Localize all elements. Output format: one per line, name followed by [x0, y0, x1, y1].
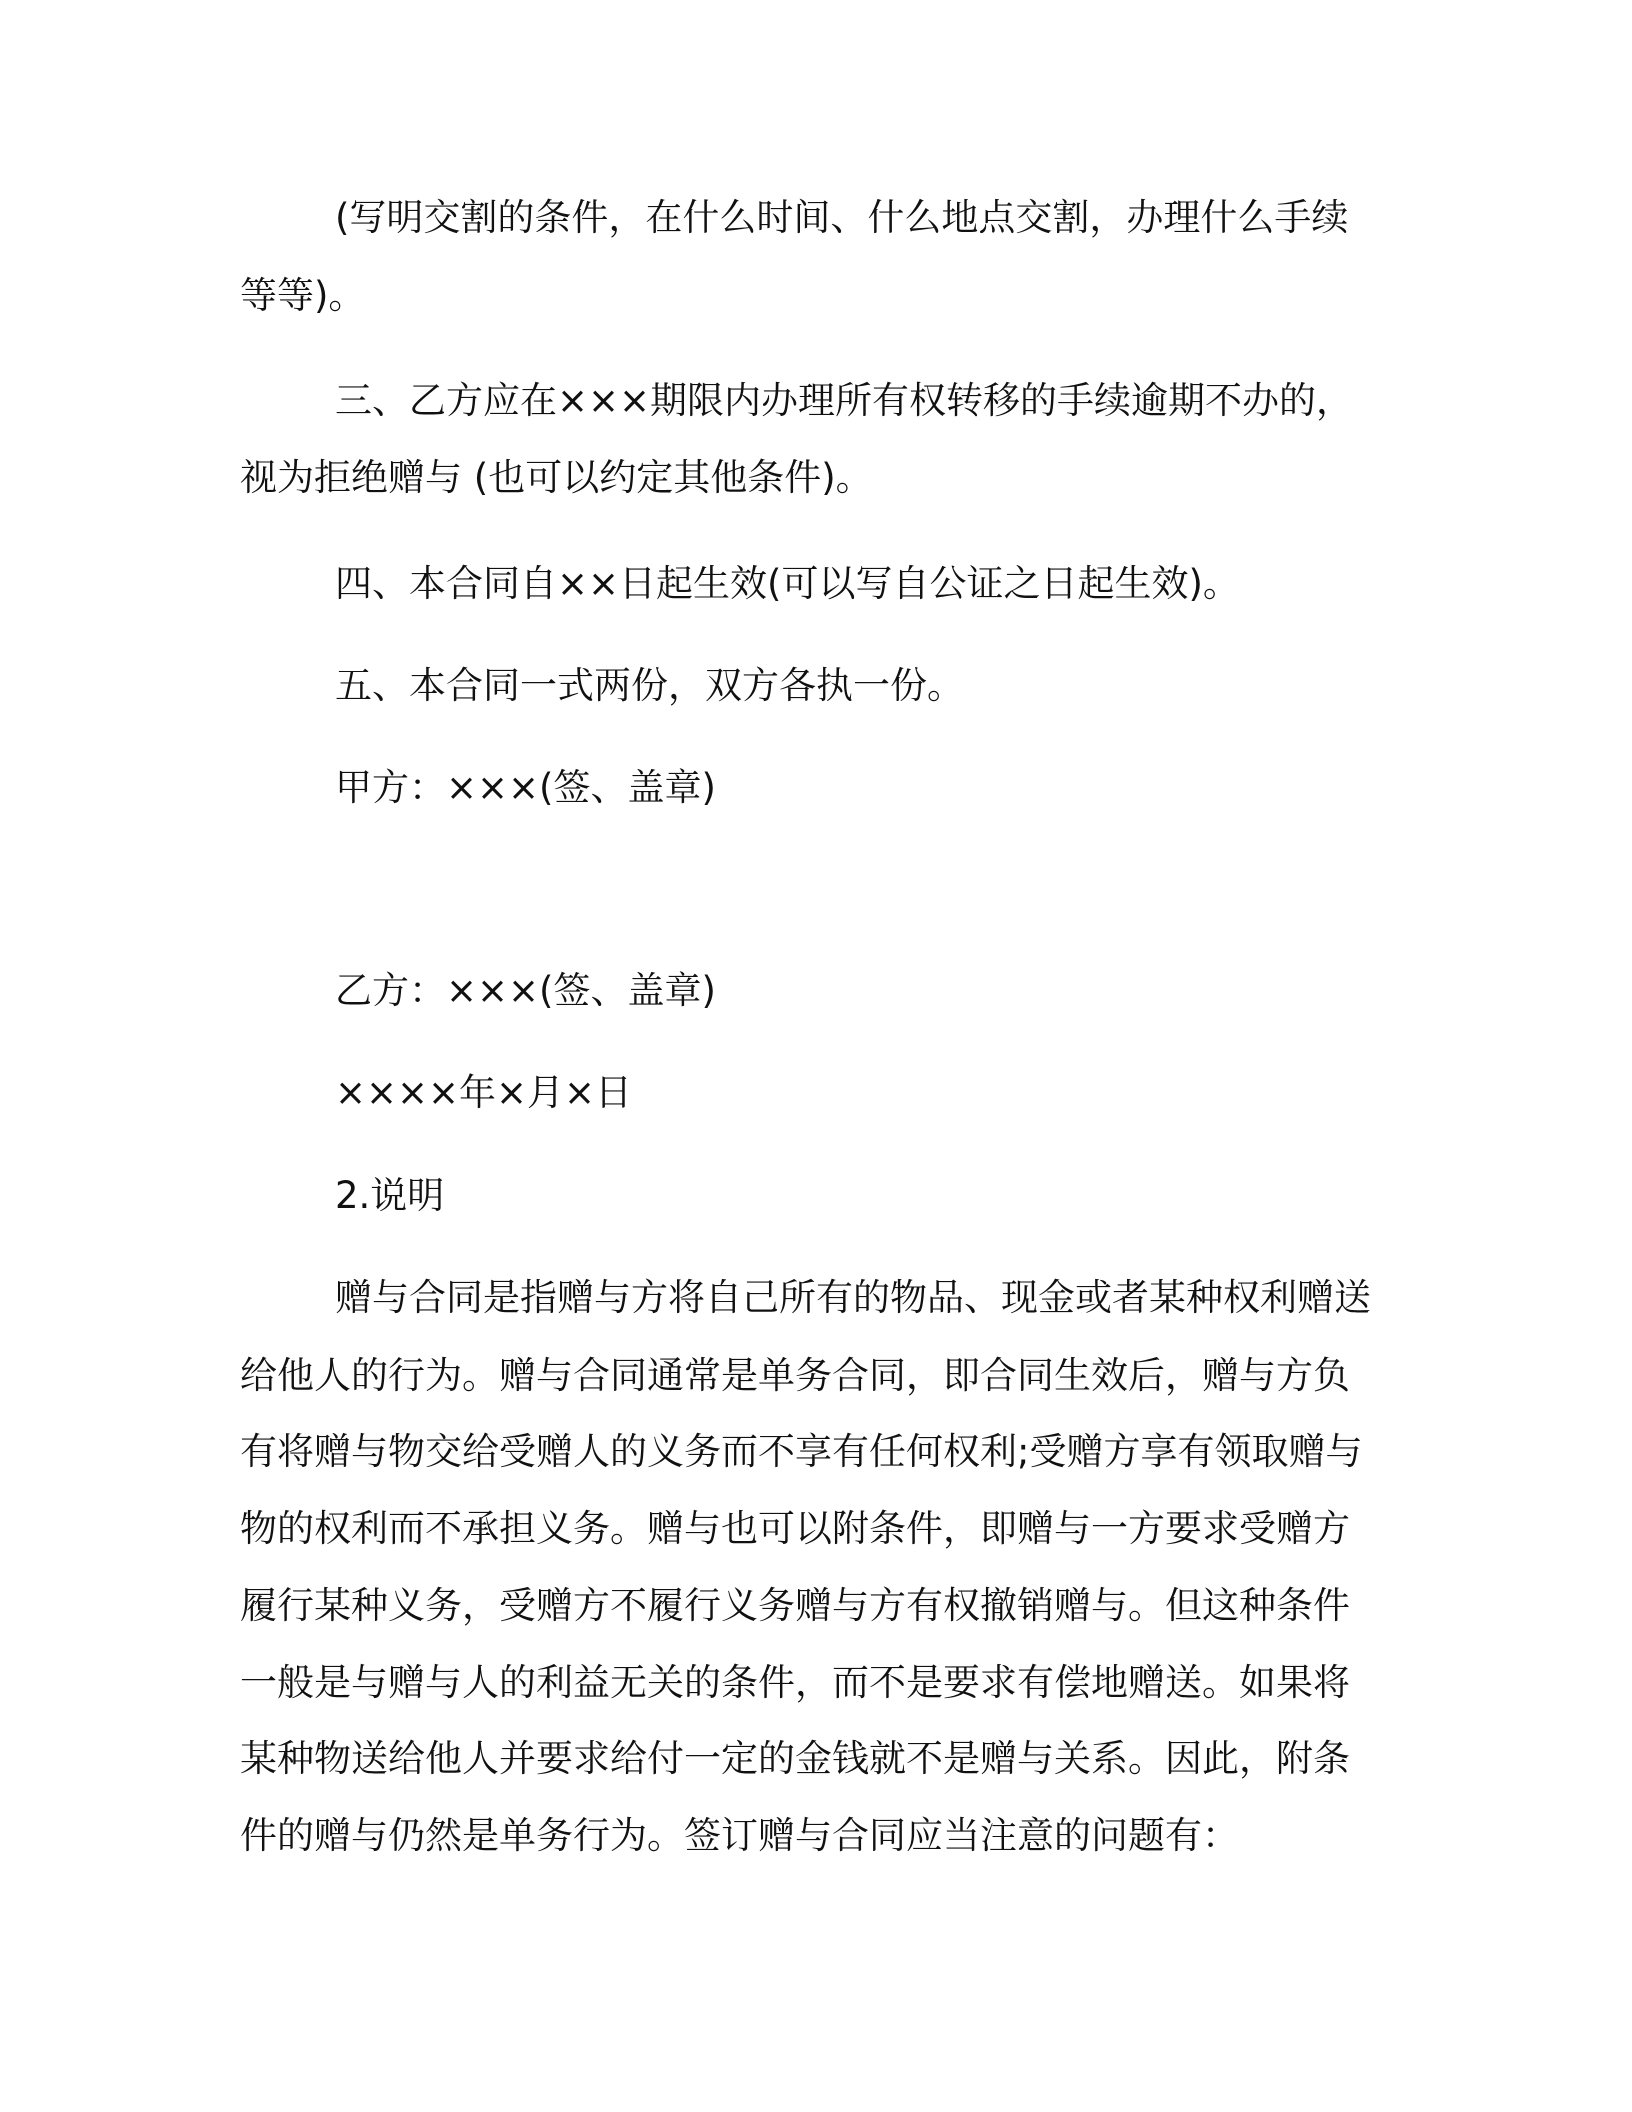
explanation-line: 某种物送给他人并要求给付一定的金钱就不是赠与关系。因此，附条 [240, 1737, 1350, 1780]
clause-two-continuation-line-2: 等等)。 [240, 274, 366, 317]
explanation-line: 物的权利而不承担义务。赠与也可以附条件，即赠与一方要求受赠方 [240, 1507, 1350, 1550]
explanation-line: 赠与合同是指赠与方将自己所有的物品、现金或者某种权利赠送 [335, 1276, 1371, 1319]
signing-date: ××××年×月×日 [335, 1071, 633, 1114]
party-a-signature: 甲方：×××(签、盖章) [335, 766, 716, 809]
explanation-line: 一般是与赠与人的利益无关的条件，而不是要求有偿地赠送。如果将 [240, 1661, 1350, 1704]
explanation-line: 件的赠与仍然是单务行为。签订赠与合同应当注意的问题有： [240, 1814, 1239, 1857]
clause-four: 四、本合同自××日起生效(可以写自公证之日起生效)。 [335, 562, 1240, 605]
clause-three-line-2: 视为拒绝赠与 (也可以约定其他条件)。 [240, 456, 873, 499]
explanation-line: 有将赠与物交给受赠人的义务而不享有任何权利;受赠方享有领取赠与 [240, 1430, 1363, 1473]
clause-three-line-1: 三、乙方应在×××期限内办理所有权转移的手续逾期不办的， [335, 379, 1354, 422]
explanation-line: 履行某种义务，受赠方不履行义务赠与方有权撤销赠与。但这种条件 [240, 1584, 1350, 1627]
clause-two-continuation-line-1: (写明交割的条件，在什么时间、什么地点交割，办理什么手续 [335, 196, 1349, 239]
clause-five: 五、本合同一式两份，双方各执一份。 [335, 664, 964, 707]
explanation-line: 给他人的行为。赠与合同通常是单务合同，即合同生效后，赠与方负 [240, 1354, 1350, 1397]
section-heading: 2.说明 [335, 1174, 445, 1217]
party-b-signature: 乙方：×××(签、盖章) [335, 969, 716, 1012]
